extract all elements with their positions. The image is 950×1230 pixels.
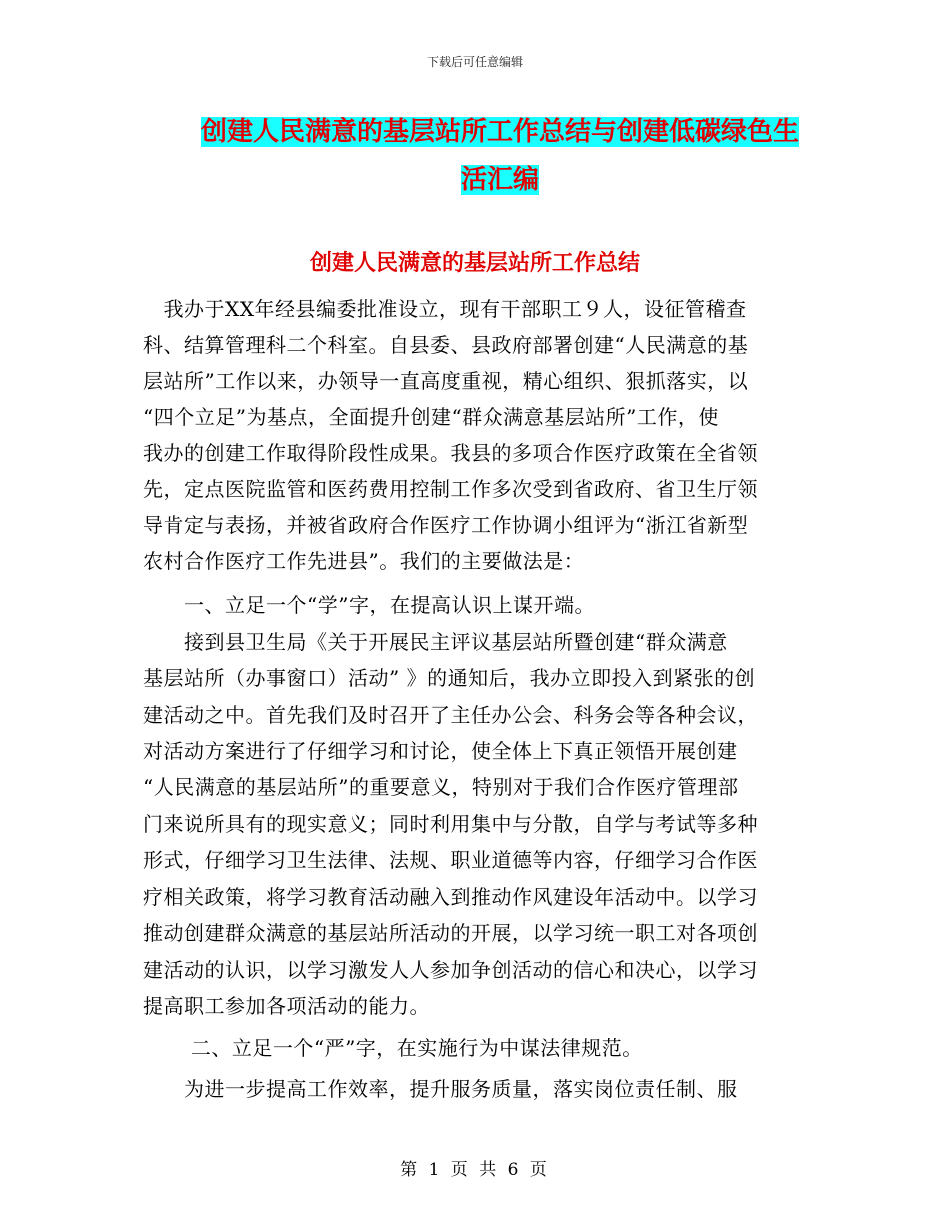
body-line: 对活动方案进行了仔细学习和讨论，使全体上下真正领悟开展创建	[143, 739, 738, 763]
body-line: 为进一步提高工作效率，提升服务质量，落实岗位责任制、服	[143, 1077, 738, 1101]
body-line: 农村合作医疗工作先进县”。我们的主要做法是：	[143, 549, 585, 573]
body-line: “人民满意的基层站所”的重要意义，特别对于我们合作医疗管理部	[143, 775, 739, 799]
body-line: 接到县卫生局《关于开展民主评议基层站所暨创建“群众满意	[143, 630, 728, 654]
body-line: 基层站所（办事窗口）活动” 》的通知后，我办立即投入到紧张的创	[143, 666, 756, 690]
body-line: 层站所”工作以来，办领导一直高度重视，精心组织、狠抓落实，以	[143, 369, 749, 393]
body-line: 建活动之中。首先我们及时召开了主任办公会、科务会等各种会议，	[143, 703, 758, 727]
body-line: 二、立足一个“严”字，在实施行为中谋法律规范。	[143, 1036, 643, 1060]
body-line: 导肯定与表扬，并被省政府合作医疗工作协调小组评为“浙江省新型	[143, 513, 749, 537]
document-title	[190, 108, 810, 204]
body-line: 疗相关政策，将学习教育活动融入到推动作风建设年活动中。以学习	[143, 885, 758, 909]
body-line: 建活动的认识，以学习激发人人参加争创活动的信心和决心，以学习	[143, 958, 758, 982]
page-footer: 第 1 页 共 6 页	[400, 1160, 550, 1180]
body-line: 我办于XX年经县编委批准设立，现有干部职工９人，设征管稽查	[143, 297, 747, 321]
body-line: “四个立足”为基点，全面提升创建“群众满意基层站所”工作，使	[143, 405, 719, 429]
header-note: 下载后可任意编辑	[426, 55, 523, 69]
body-line: 推动创建群众满意的基层站所活动的开展，以学习统一职工对各项创	[143, 921, 758, 945]
section-title: 创建人民满意的基层站所工作总结	[309, 250, 640, 276]
body-line: 一、立足一个“学”字，在提高认识上谋开端。	[143, 593, 595, 617]
document-title-line-2: 活汇编	[460, 165, 539, 195]
body-line: 形式，仔细学习卫生法律、法规、职业道德等内容，仔细学习合作医	[143, 848, 758, 872]
body-line: 我办的创建工作取得阶段性成果。我县的多项合作医疗政策在全省领	[143, 441, 758, 465]
body-line: 科、结算管理科二个科室。自县委、县政府部署创建“人民满意的基	[143, 333, 749, 357]
body-line: 门来说所具有的现实意义；同时利用集中与分散，自学与考试等多种	[143, 812, 758, 836]
document-title-line-1: 创建人民满意的基层站所工作总结与创建低碳绿色生	[200, 117, 799, 147]
body-line: 先，定点医院监管和医药费用控制工作多次受到省政府、省卫生厅领	[143, 477, 758, 501]
body-line: 提高职工参加各项活动的能力。	[143, 994, 430, 1018]
